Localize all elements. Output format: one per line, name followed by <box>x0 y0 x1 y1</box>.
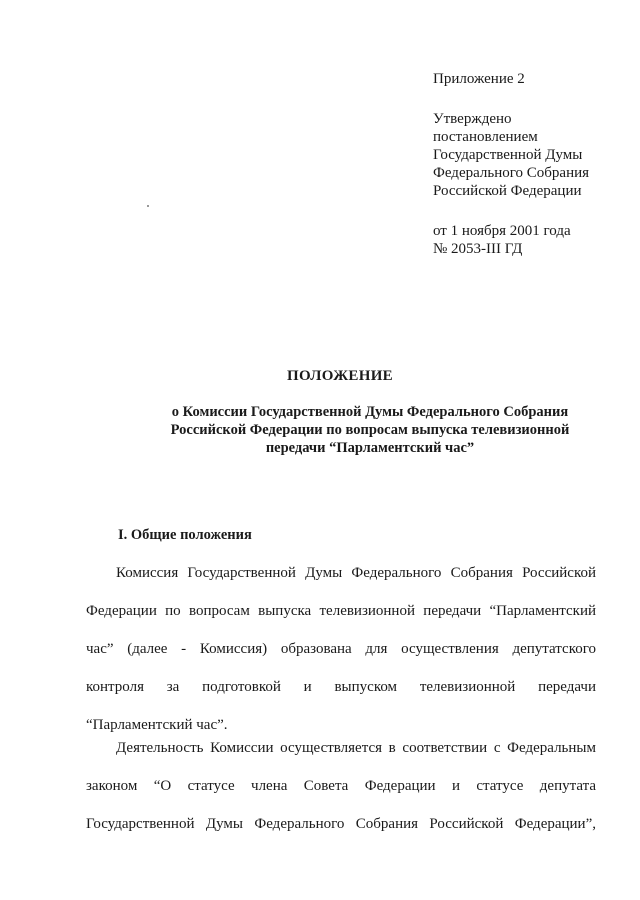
paragraph-line: “Парламентский час”. <box>86 717 228 733</box>
approval-date: от 1 ноября 2001 года <box>433 223 571 239</box>
document-title: ПОЛОЖЕНИЕ <box>287 368 393 384</box>
appendix-label: Приложение 2 <box>433 71 525 87</box>
paragraph-line: законом “О статусе члена Совета Федерации и статусе депутата <box>86 778 596 794</box>
approved-line: Российской Федерации <box>433 183 582 199</box>
paragraph-line: контроля за подготовкой и выпуском телевизионной передачи <box>86 679 596 695</box>
subtitle-line: передачи “Парламентский час” <box>265 440 475 456</box>
approval-block <box>433 70 633 258</box>
approved-line: Утверждено <box>433 111 512 127</box>
approval-number: № 2053-III ГД <box>433 241 523 257</box>
paragraph-line: час” (далее - Комиссия) образована для осуществления депутатского <box>86 641 596 657</box>
paragraph-2 <box>86 729 596 843</box>
approved-line: Государственной Думы <box>433 147 583 163</box>
paragraph-line: Деятельность Комиссии осуществляется в соответствии с Федеральным <box>116 740 596 756</box>
approved-line: Федерального Собрания <box>433 165 590 181</box>
document-subtitle <box>140 403 600 457</box>
paragraph-line: Государственной Думы Федерального Собрания Российской Федерации”, <box>86 816 596 832</box>
section-heading: I. Общие положения <box>118 527 252 543</box>
approved-line: постановлением <box>433 129 538 145</box>
approved-by <box>433 110 633 200</box>
approval-date-block <box>433 222 633 258</box>
scan-speck <box>147 205 149 207</box>
paragraph-line: Комиссия Государственной Думы Федерального Собрания Российской <box>116 565 596 581</box>
paragraph-1 <box>86 554 596 744</box>
paragraph-line: Федерации по вопросам выпуска телевизионной передачи “Парламентский <box>86 603 596 619</box>
subtitle-line: о Комиссии Государственной Думы Федерального Собрания <box>171 404 569 420</box>
subtitle-line: Российской Федерации по вопросам выпуска телевизионной <box>170 422 570 438</box>
